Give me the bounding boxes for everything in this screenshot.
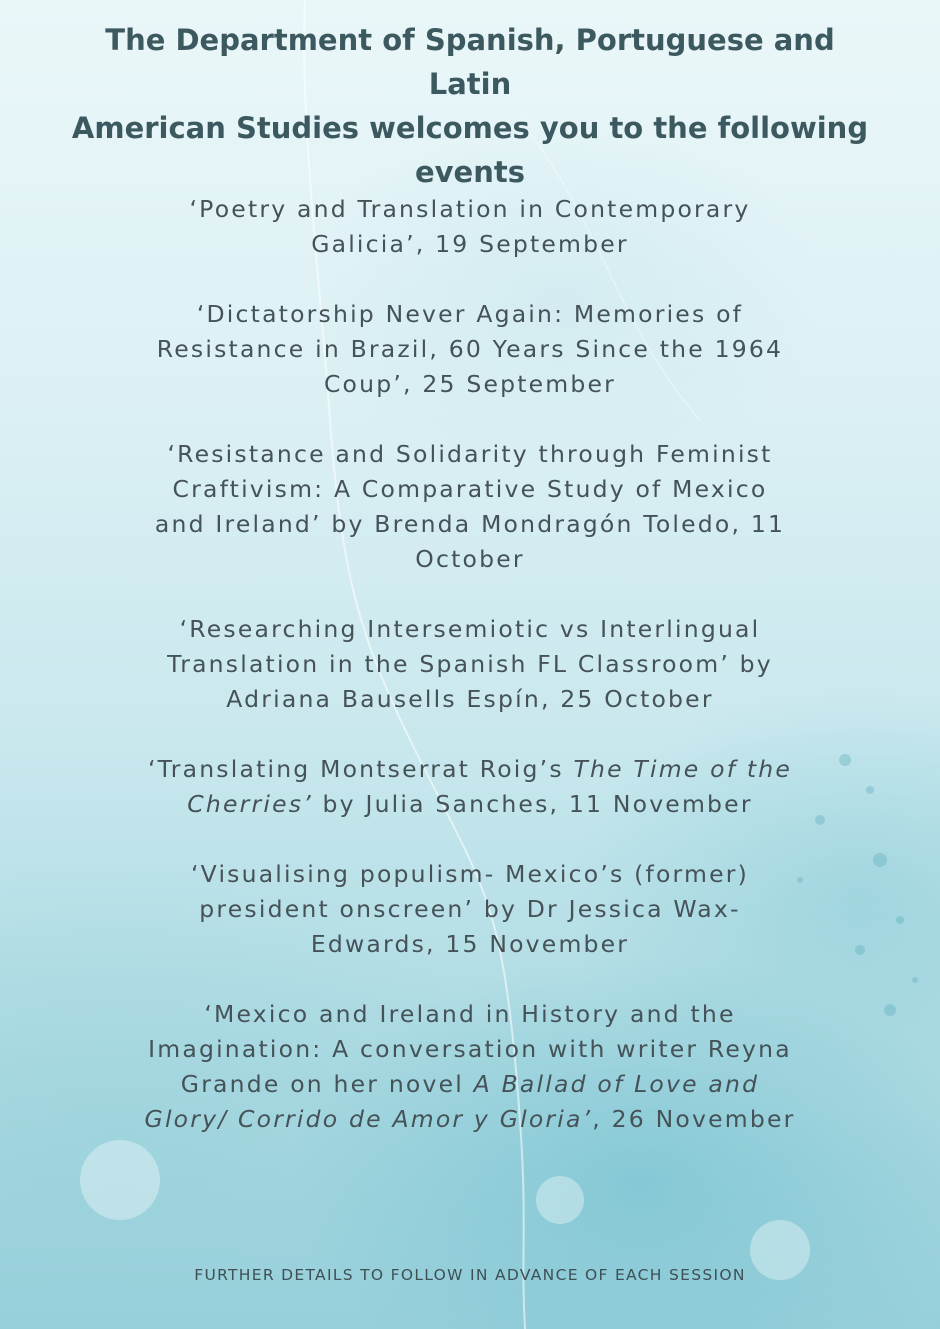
title-line-1: The Department of Spanish, Portuguese and Latin [105,23,835,101]
event-line: Craftivism: A Comparative Study of Mexico [172,475,768,503]
event-line: ‘Resistance and Solidarity through Feminist [167,440,773,468]
event-line: ‘Dictatorship Never Again: Memories of [196,300,744,328]
event-line: Edwards, 15 November [310,930,630,958]
event-line: ‘Visualising populism- Mexico’s (former) [191,860,749,888]
event-item-craftivism [110,437,830,577]
event-line: , 26 November [592,1105,796,1133]
event-line: and Ireland’ by Brenda Mondragón Toledo, 11 [154,510,786,538]
event-list [110,192,830,1172]
book-title: A Ballad of Love and [473,1070,760,1098]
page-title [60,18,880,194]
event-item-populism [110,857,830,962]
event-line: ‘Translating Montserrat Roig’s [147,755,574,783]
event-line: Translation in the Spanish FL Classroom’ by [167,650,773,678]
event-line: by Julia Sanches, 11 November [312,790,753,818]
event-item-dictatorship [110,297,830,402]
event-line: Resistance in Brazil, 60 Years Since the 1964 [156,335,784,363]
book-title: The Time of the [573,755,793,783]
book-title: Cherries’ [187,790,313,818]
event-item-roig [110,752,830,822]
event-line: ‘Poetry and Translation in Contemporary [189,195,751,223]
event-line: ‘Researching Intersemiotic vs Interlingual [179,615,761,643]
event-line: October [415,545,525,573]
event-item-poetry [110,192,830,262]
book-title: Glory/ Corrido de Amor y Gloria’ [144,1105,593,1133]
event-line: Grande on her novel [180,1070,474,1098]
event-line: Adriana Bausells Espín, 25 October [226,685,714,713]
event-line: Imagination: A conversation with writer Reyna [148,1035,792,1063]
event-line: Coup’, 25 September [323,370,617,398]
event-line: Galicia’, 19 September [311,230,629,258]
footer-note: FURTHER DETAILS TO FOLLOW IN ADVANCE OF EACH SESSION [194,1266,746,1284]
event-line: ‘Mexico and Ireland in History and the [204,1000,736,1028]
event-item-mexico-ireland [110,997,830,1137]
title-line-3: events [414,155,525,189]
event-item-intersemiotic [110,612,830,717]
title-line-2: American Studies welcomes you to the following [71,111,869,145]
event-line: president onscreen’ by Dr Jessica Wax- [199,895,741,923]
